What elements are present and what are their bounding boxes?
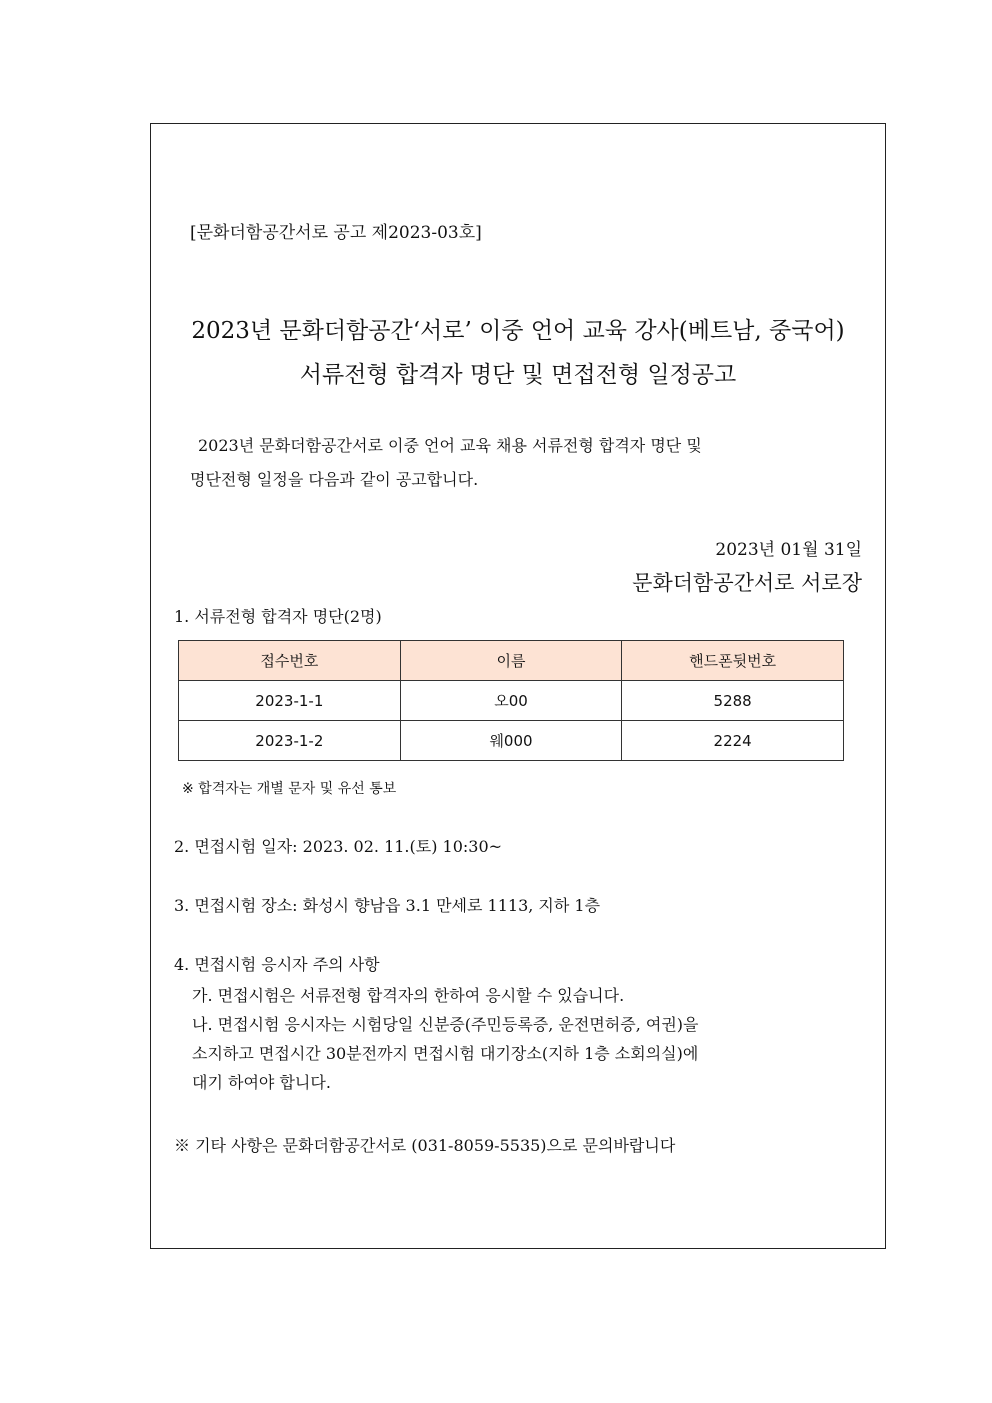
cell-name: 웨000 <box>400 721 622 761</box>
header-name: 이름 <box>400 641 622 681</box>
intro-line-1: 2023년 문화더함공간서로 이중 언어 교육 채용 서류전형 합격자 명단 및 <box>198 436 702 455</box>
cell-receipt-number: 2023-1-2 <box>179 721 401 761</box>
header-receipt-number: 접수번호 <box>179 641 401 681</box>
cell-phone-last-digits: 5288 <box>622 681 844 721</box>
section-4-item-na-line-1: 나. 면접시험 응시자는 시험당일 신분증(주민등록증, 운전면허증, 여권)을 <box>192 1015 699 1034</box>
header-phone-last-digits: 핸드폰뒷번호 <box>622 641 844 681</box>
cell-name: 오00 <box>400 681 622 721</box>
title-line-2: 서류전형 합격자 명단 및 면접전형 일정공고 <box>299 362 737 388</box>
table-header-row <box>179 641 844 681</box>
table-row <box>179 681 844 721</box>
intro-line-2: 명단전형 일정을 다음과 같이 공고합니다. <box>190 470 479 489</box>
cell-phone-last-digits: 2224 <box>622 721 844 761</box>
notification-footnote: ※ 합격자는 개별 문자 및 유선 통보 <box>182 781 397 797</box>
section-3-interview-location: 3. 면접시험 장소: 화성시 향남읍 3.1 만세로 1113, 지하 1층 <box>174 896 601 915</box>
passed-applicants-table <box>178 640 844 761</box>
section-4-item-na-line-3: 대기 하여야 합니다. <box>192 1073 331 1092</box>
section-4-item-na-line-2: 소지하고 면접시간 30분전까지 면접시험 대기장소(지하 1층 소회의실)에 <box>192 1044 699 1063</box>
table-row <box>179 721 844 761</box>
title-line-1: 2023년 문화더함공간‘서로’ 이중 언어 교육 강사(베트남, 중국어) <box>191 318 845 344</box>
issuer-name: 문화더함공간서로 서로장 <box>632 571 862 595</box>
closing-contact-note: ※ 기타 사항은 문화더함공간서로 (031-8059-5535)으로 문의바랍니다 <box>174 1136 676 1155</box>
cell-receipt-number: 2023-1-1 <box>179 681 401 721</box>
announcement-date: 2023년 01월 31일 <box>715 540 862 560</box>
section-4-item-ga: 가. 면접시험은 서류전형 합격자의 한하여 응시할 수 있습니다. <box>192 986 625 1005</box>
section-2-interview-date: 2. 면접시험 일자: 2023. 02. 11.(토) 10:30~ <box>174 837 503 856</box>
notice-number: [문화더함공간서로 공고 제2023-03호] <box>190 223 482 243</box>
section-4-heading: 4. 면접시험 응시자 주의 사항 <box>174 955 380 974</box>
section-1-heading: 1. 서류전형 합격자 명단(2명) <box>174 607 382 626</box>
